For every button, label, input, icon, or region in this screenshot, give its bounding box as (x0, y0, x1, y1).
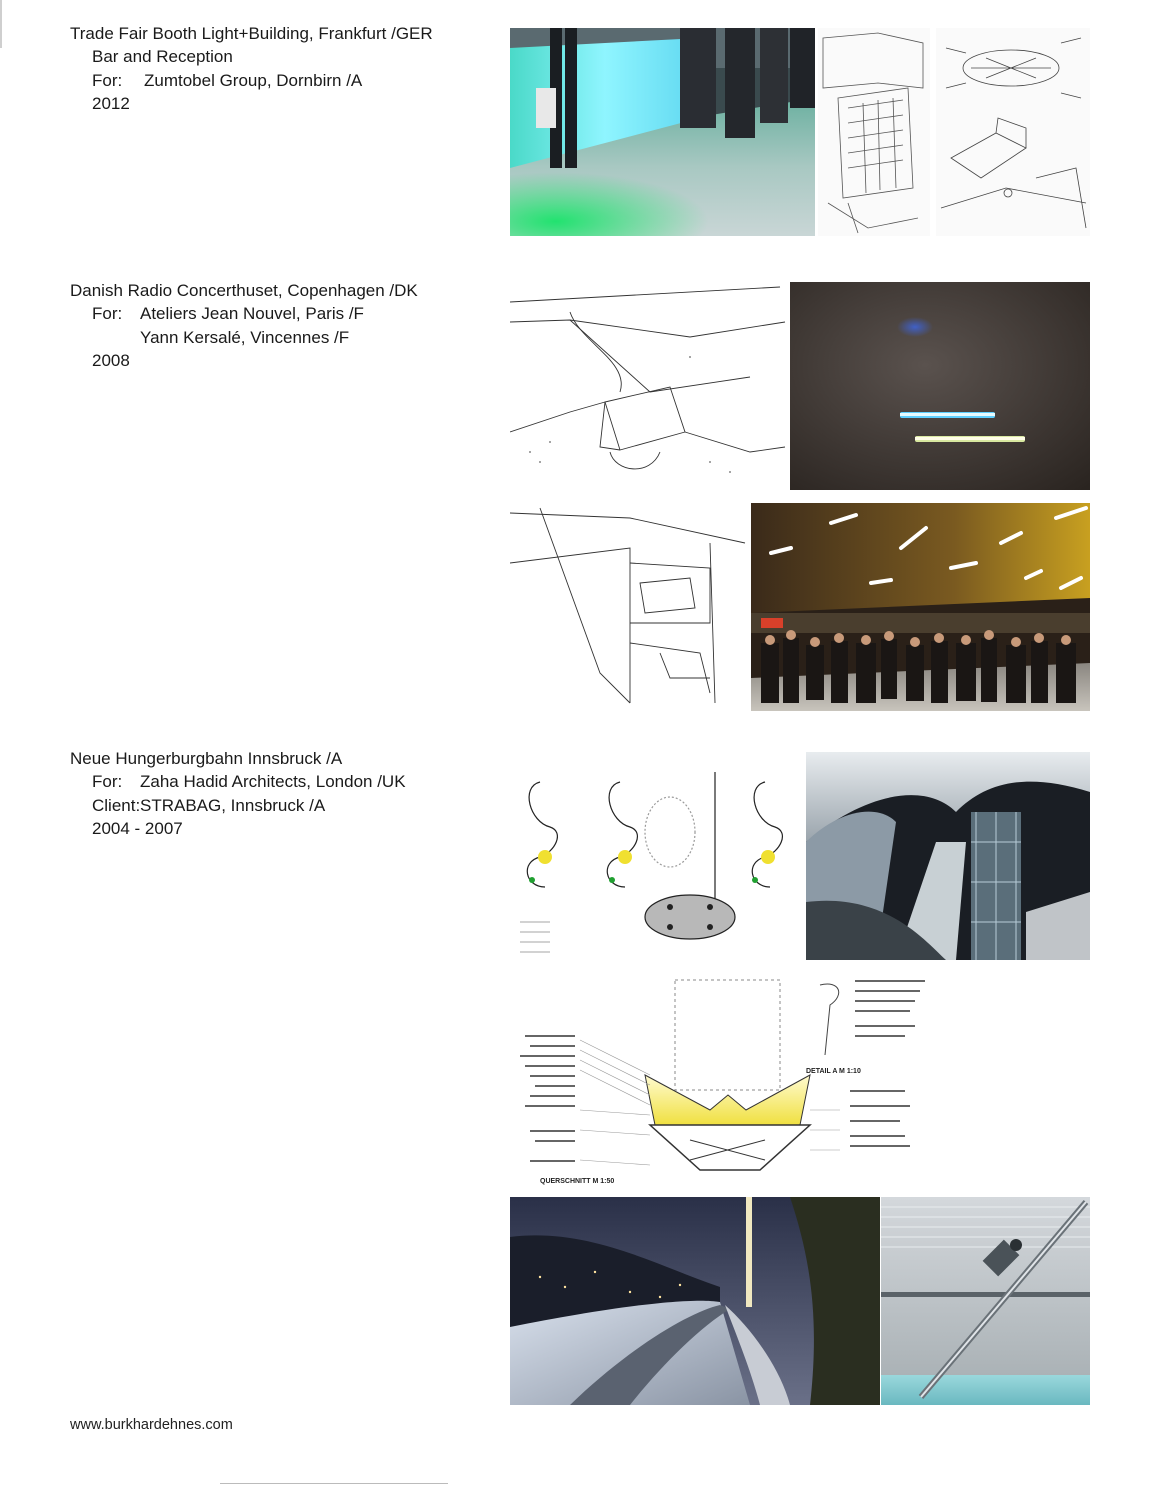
project-2-for-label: For: (92, 304, 123, 323)
project-3-year: 2004 - 2007 (92, 819, 183, 838)
project-2-year: 2008 (92, 351, 130, 370)
project-1-title: Trade Fair Booth Light+Building, Frankfurt /GER (70, 24, 433, 43)
project-3-client-label: Client: (92, 796, 141, 815)
sketch-foyer-ceiling (510, 503, 750, 711)
project-1-for-value: Zumtobel Group, Dornbirn /A (144, 71, 363, 90)
bottom-rule (220, 1483, 448, 1484)
photo-hungerburgbahn-station (806, 752, 1090, 960)
project-3-title: Neue Hungerburgbahn Innsbruck /A (70, 749, 343, 768)
project-1-year: 2012 (92, 94, 130, 113)
drawing-querschnitt-section (510, 975, 930, 1187)
photo-concert-hall-floor-light (790, 282, 1090, 490)
footer-website[interactable]: www.burkhardehnes.com (70, 1417, 233, 1433)
project-2-for-value: Ateliers Jean Nouvel, Paris /F (140, 304, 364, 323)
project-2-title: Danish Radio Concerthuset, Copenhagen /DK (70, 281, 418, 300)
sketch-bar-section (818, 28, 930, 236)
photo-trade-fair-bar (510, 28, 815, 236)
project-3-client-value: STRABAG, Innsbruck /A (140, 796, 326, 815)
photo-hungerburgbahn-bridge-night (510, 1197, 880, 1405)
project-3-for-value: Zaha Hadid Architects, London /UK (140, 772, 406, 791)
sketch-bar-plan (936, 28, 1090, 236)
photo-concert-hall-foyer-crowd (751, 503, 1090, 711)
project-3-for-label: For: (92, 772, 123, 791)
sketch-floor-light-detail (510, 282, 788, 490)
project-1-for-label: For: (92, 71, 123, 90)
detail-a-label: DETAIL A M 1:10 (806, 1068, 861, 1075)
project-2-for-value-2: Yann Kersalé, Vincennes /F (140, 328, 350, 347)
querschnitt-label: QUERSCHNITT M 1:50 (540, 1178, 615, 1185)
project-1-subtitle: Bar and Reception (92, 47, 233, 66)
drawing-handrail-profiles (510, 752, 804, 960)
photo-hungerburgbahn-light-fixture (881, 1197, 1090, 1405)
page-corner-mark (0, 0, 2, 48)
